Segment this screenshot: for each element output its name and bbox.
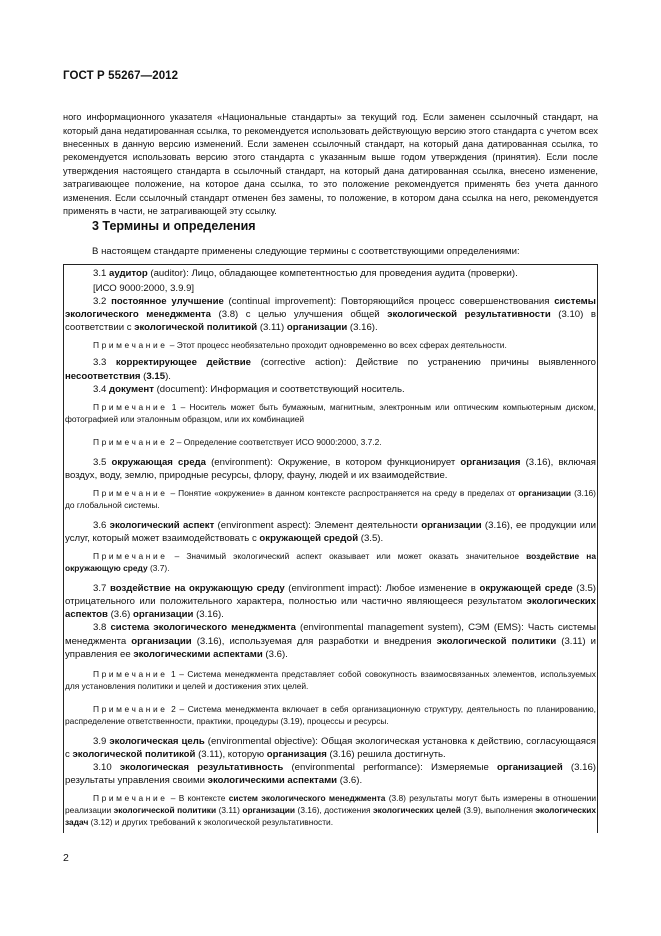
term-number: 3.6 <box>93 519 110 531</box>
term-number: 3.3 <box>93 357 116 369</box>
term-text: (3.6). <box>337 774 363 786</box>
note-text: (3.7). <box>147 563 170 574</box>
note-label: Примечание <box>93 487 168 498</box>
term-3-8-note-1 <box>64 668 597 692</box>
note-text: 2 – Определение соответствует ИСО 9000:2000, 3.7.2. <box>167 436 382 447</box>
note-reference: экологических целей <box>373 805 461 816</box>
term-3-5 <box>64 456 597 482</box>
term-text: (environmental objective): Общая экологическая установка к действию, согласующаяся с <box>65 735 596 760</box>
term-text: (corrective action): Действие по устранению причины выявленного <box>251 357 597 369</box>
term-text: (environment impact): Любое изменение в <box>284 583 480 595</box>
note-label: Примечание <box>93 551 168 562</box>
term-reference: экологических аспектов <box>65 596 596 621</box>
term-definition: (auditor): Лицо, обладающее компетентностью для проведения аудита (проверки). <box>147 268 518 279</box>
note-label: Примечание <box>93 401 168 412</box>
note-reference: организации <box>242 805 296 816</box>
term-3-4-note-2 <box>64 436 597 448</box>
term-name: воздействие на окружающую среду <box>109 583 285 595</box>
term-text: (3.16) решила достигнуть. <box>326 748 446 760</box>
term-3-3 <box>64 356 597 382</box>
term-name: система экологического менеджмента <box>110 622 296 634</box>
term-number: 3.10 <box>93 761 120 773</box>
term-3-1 <box>64 267 597 280</box>
section-lead: В настоящем стандарте применены следующие термины с соответствующими определениями: <box>92 246 520 257</box>
note-text: – Значимый экологический аспект оказывает или может оказать значительное <box>167 551 527 562</box>
note-text: 2 – Система менеджмента включает в себя организационную структуру, деятельность по планированию, распределение ответственности, практики, процедуры (3.19), процессы и ресурсы. <box>65 703 596 726</box>
term-text: (3.5). <box>358 533 384 545</box>
term-name: корректирующее действие <box>115 357 252 369</box>
note-reference: воздействие на окружающую среду <box>65 551 597 574</box>
note-text: (3.9), выполнения <box>460 805 536 816</box>
term-number: 3.9 <box>93 735 110 747</box>
note-label: Примечание <box>93 703 168 714</box>
note-text: (3.16) до глобальной системы. <box>65 487 596 510</box>
note-label: Примечание <box>93 436 168 447</box>
term-reference: окружающей средой <box>259 533 359 545</box>
note-text: 1 – Носитель может быть бумажным, магнитным, электронным или оптическим компьютерным диском, фотографией или эталонным образцом, или их комбинацией <box>65 401 596 424</box>
term-reference: окружающей среде <box>479 583 573 595</box>
term-text: (3.16), ее продукции или услуг, который может взаимодействовать с <box>65 519 596 545</box>
term-text: ( <box>140 370 147 382</box>
term-reference: экологическими аспектами <box>207 774 338 786</box>
term-reference: системы экологического менеджмента <box>65 296 596 321</box>
term-number: 3.8 <box>93 622 111 634</box>
term-text: (environment aspect): Элемент деятельности <box>214 519 422 531</box>
term-text: (3.11) <box>257 322 287 334</box>
note-reference: экологической политики <box>113 805 217 816</box>
term-name: постоянное улучшение <box>111 296 224 308</box>
term-name: аудитор <box>109 268 148 279</box>
term-reference: экологической политикой <box>134 322 258 334</box>
note-text: – Этот процесс необязательно проходит одновременно во всех сферах деятельности. <box>167 340 507 351</box>
term-text: (3.16), включая воздух, воду, землю, природные ресурсы, флору, фауну, людей и их взаимодействие. <box>65 456 596 481</box>
term-text: (environment): Окружение, в котором функционирует <box>205 456 461 468</box>
term-definition: (document): Информация и соответствующий носитель. <box>153 383 405 395</box>
term-name: экологическая цель <box>109 735 205 747</box>
term-text: (continual improvement): Повторяющийся процесс совершенствования <box>223 296 555 308</box>
term-3-5-note <box>64 487 597 511</box>
term-text: (3.16). <box>193 609 224 621</box>
term-3-4 <box>64 383 597 396</box>
term-3-10-note <box>64 792 597 828</box>
term-number: 3.1 <box>93 268 110 279</box>
page-number: 2 <box>63 852 69 864</box>
term-3-9 <box>64 735 597 761</box>
note-text: (3.12) и других требований к экологической результативности. <box>88 817 334 828</box>
term-reference: организации <box>133 609 194 621</box>
term-3-10 <box>64 761 597 787</box>
term-text: (3.5) отрицательного или положительного характера, полностью или частично являющееся результатом <box>65 583 596 608</box>
term-3-2-note <box>64 339 597 351</box>
term-name: экологическая результативность <box>119 761 284 773</box>
term-name: экологический аспект <box>109 519 215 531</box>
term-text: (3.16) результаты управления своими <box>65 761 596 786</box>
term-number: 3.2 <box>93 296 112 308</box>
term-3-2 <box>64 295 597 334</box>
intro-paragraph: ного информационного указателя «Национальные стандарты» за текущий год. Если заменен ссылочный стандарт, на который дана недатированная ссылка, то рекомендуется использовать действующую версию этого стандарта с учетом всех внесенных в данную версию изменений. Если заменен ссылочный стандарт, на который дана датированная ссылка, то рекомендуется использовать версию этого стандарта с указанным выше годом утверждения (принятия). Если после утверждения настоящего стандарта в ссылочный стандарт, на который дана датированная ссылка, внесено изменение, затрагивающее положение, на которое дана ссылка, то это положение рекомендуется применять без учета данного изменения. Если ссылочный стандарт отменен без замены, то положение, в котором дана ссылка на него, рекомендуется применять в части, не затрагивающей эту ссылку. <box>63 112 598 217</box>
term-reference: экологической политики <box>436 635 557 647</box>
term-text: (3.16), используемая для разработки и внедрения <box>191 635 437 647</box>
term-reference: экологической политикой <box>72 748 196 760</box>
term-text: ). <box>165 370 171 382</box>
note-text: (3.16), достижения <box>295 805 374 816</box>
term-text: (3.11), которую <box>195 748 267 760</box>
term-reference: организацией <box>496 761 563 773</box>
term-name: документ <box>109 383 154 395</box>
term-3-1-source: [ИСО 9000:2000, 3.9.9] <box>93 283 195 295</box>
note-text: (3.8) результаты могут быть измерены в отношении реализации <box>65 793 597 816</box>
term-text: (3.6) <box>107 609 133 621</box>
note-reference: систем экологического менеджмента <box>228 793 386 804</box>
term-number: 3.5 <box>93 456 112 468</box>
section-title: 3 Термины и определения <box>92 219 256 233</box>
term-reference: экологическими аспектами <box>133 648 263 660</box>
terms-frame <box>63 264 598 833</box>
term-3-8-note-2 <box>64 703 597 727</box>
term-reference: организация <box>266 748 327 760</box>
note-text: – Понятие «окружение» в данном контексте распространяется на среду в пределах от <box>167 487 519 498</box>
term-text: (3.6). <box>262 648 288 660</box>
term-number: 3.7 <box>93 583 110 595</box>
term-3-8 <box>64 621 597 660</box>
term-text: (environmental performance): Измеряемые <box>283 761 497 773</box>
term-name: окружающая среда <box>111 456 206 468</box>
term-text: (3.16). <box>347 322 378 334</box>
term-reference: несоответствия <box>65 370 141 382</box>
term-number: 3.4 <box>93 383 110 395</box>
term-reference: экологической результативности <box>387 309 551 321</box>
term-reference: организации <box>286 322 348 334</box>
term-text: (3.11) и управления ее <box>65 635 596 660</box>
term-3-6-note <box>64 550 597 574</box>
term-3-4-note-1 <box>64 401 597 425</box>
term-text: (3.8) с целью улучшения общей <box>210 309 388 321</box>
note-label: Примечание <box>93 340 168 351</box>
note-text: 1 – Система менеджмента представляет собой совокупность взаимосвязанных элементов, используемых для установления политики и целей и достижения этих целей. <box>65 668 596 691</box>
term-text: (environmental management system), СЭМ (EMS): Часть системы менеджмента <box>65 622 596 647</box>
term-reference: 3.15 <box>146 370 166 382</box>
term-reference: организация <box>460 456 521 468</box>
term-3-7 <box>64 582 597 621</box>
note-text: – В контексте <box>167 793 229 804</box>
term-reference: организации <box>421 519 482 531</box>
note-label: Примечание <box>93 668 168 679</box>
note-text: (3.11) <box>216 805 243 816</box>
note-label: Примечание <box>93 793 168 804</box>
term-reference: организации <box>131 635 192 647</box>
term-3-6 <box>64 519 597 545</box>
term-text: (3.10) в соответствии с <box>65 309 596 334</box>
note-reference: организации <box>518 487 572 498</box>
standard-code-header: ГОСТ Р 55267—2012 <box>63 70 179 82</box>
note-reference: экологических задач <box>65 805 597 828</box>
